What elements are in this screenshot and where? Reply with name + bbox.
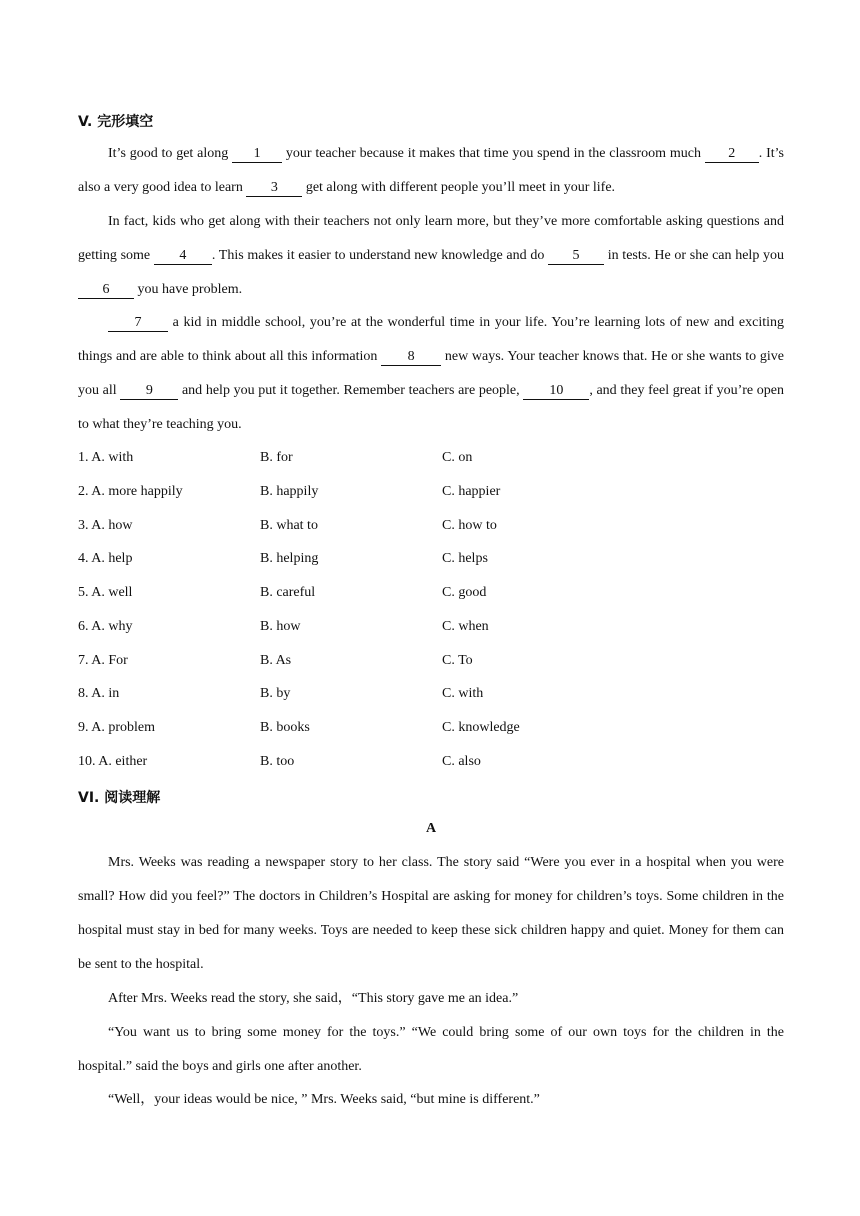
blank-8: 8: [381, 349, 441, 366]
section-v-title: V. 完形填空: [78, 114, 154, 130]
document-page: V. 完形填空 It’s good to get along 1 your teacher because it makes that time you spend in the classroom much 2 . It’s also a very good idea to learn 3 get along with different people you’ll meet in your life. In fact, kids who get along with their teachers not only learn more, but they’ve more comfortable asking questions and getting some 4 . This makes it easier to understand new knowledge and do 5 in tests. He or she can help you 6 you have problem. 7 a kid in middle school, you’re at the wonderful time in your life. You’re learning lots of new and exciting things and are able to think about all this information 8 new ways. Your teacher knows that. He or she wants to give you all 9 and help you put it together. Remember teachers are people, 10 , and they feel great if you’re open to what they’re teaching you. 1. A. with B. for C. on 2. A. more happily B. happily C. happier 3. A. how B. what to C. how to 4. A. help B. helping C. helps 5. A. well B. careful C. good 6. A. why B. how C. when 7. A. For B. As C. To 8. A. in B. by C. with 9. A. problem B. books C. knowledge 10. A. either B. too C. also VI. 阅读理解 A Mrs. Weeks was reading a newspaper story to her class. The story said “Were you ever in a hospital when you were small? How did you feel?” The doctors in Children’s Hospital are asking for money for children’s toys. Some children in the hospital must stay in bed for many weeks. Toys are needed to keep these sick children happy and quiet. Money for them can be sent to the hospital. After Mrs. Weeks read the story, she said，“This story gave me an idea.” “You want us to bring some money for the toys.” “We could bring some of our own toys for the children in the hospital.” said the boys and girls one after another. “Well，your ideas would be nice, ” Mrs. Weeks said, “but mine is different.”: [0, 0, 860, 1216]
blank-4: 4: [154, 248, 212, 265]
blank-6: 6: [78, 282, 134, 299]
blank-5: 5: [548, 248, 604, 265]
blank-3: 3: [246, 180, 302, 197]
reading-paragraph-3: “You want us to bring some money for the toys.” “We could bring some of our own toys for the children in the hospital.” said the boys and girls one after another.: [78, 1025, 784, 1074]
reading-paragraph-4: “Well，your ideas would be nice, ” Mrs. Weeks said, “but mine is different.”: [108, 1092, 540, 1107]
blank-7: 7: [108, 315, 168, 332]
reading-paragraph-2: After Mrs. Weeks read the story, she said，“This story gave me an idea.”: [108, 991, 519, 1006]
blank-2: 2: [705, 146, 759, 163]
passage-a-heading: A: [425, 821, 437, 836]
blank-10: 10: [523, 383, 589, 400]
blank-1: 1: [232, 146, 282, 163]
cloze-paragraph-1: It’s good to get along 1 your teacher because it makes that time you spend in the classroom much 2 . It’s also a very good idea to learn 3 get along with different people you’ll meet in your life.: [78, 146, 784, 195]
cloze-paragraph-2: In fact, kids who get along with their teachers not only learn more, but they’ve more comfortable asking questions and getting some 4 . This makes it easier to understand new knowledge and do 5 in tests. He or she can help you 6 you have problem.: [78, 214, 785, 297]
section-vi-title: VI. 阅读理解: [78, 790, 161, 806]
blank-9: 9: [120, 383, 178, 400]
reading-paragraph-1: Mrs. Weeks was reading a newspaper story to her class. The story said “Were you ever in a hospital when you were small? How did you feel?” The doctors in Children’s Hospital are asking for money for children’s toys. Some children in the hospital must stay in bed for many weeks. Toys are needed to keep these sick children happy and quiet. Money for them can be sent to the hospital.: [78, 855, 784, 972]
cloze-paragraph-3: 7 a kid in middle school, you’re at the wonderful time in your life. You’re learning lots of new and exciting things and are able to think about all this information 8 new ways. Your teacher knows that. He or she wants to give you all 9 and help you put it together. Remember teachers are people, 10 , and they feel great if you’re open to what they’re teaching you.: [78, 315, 784, 432]
